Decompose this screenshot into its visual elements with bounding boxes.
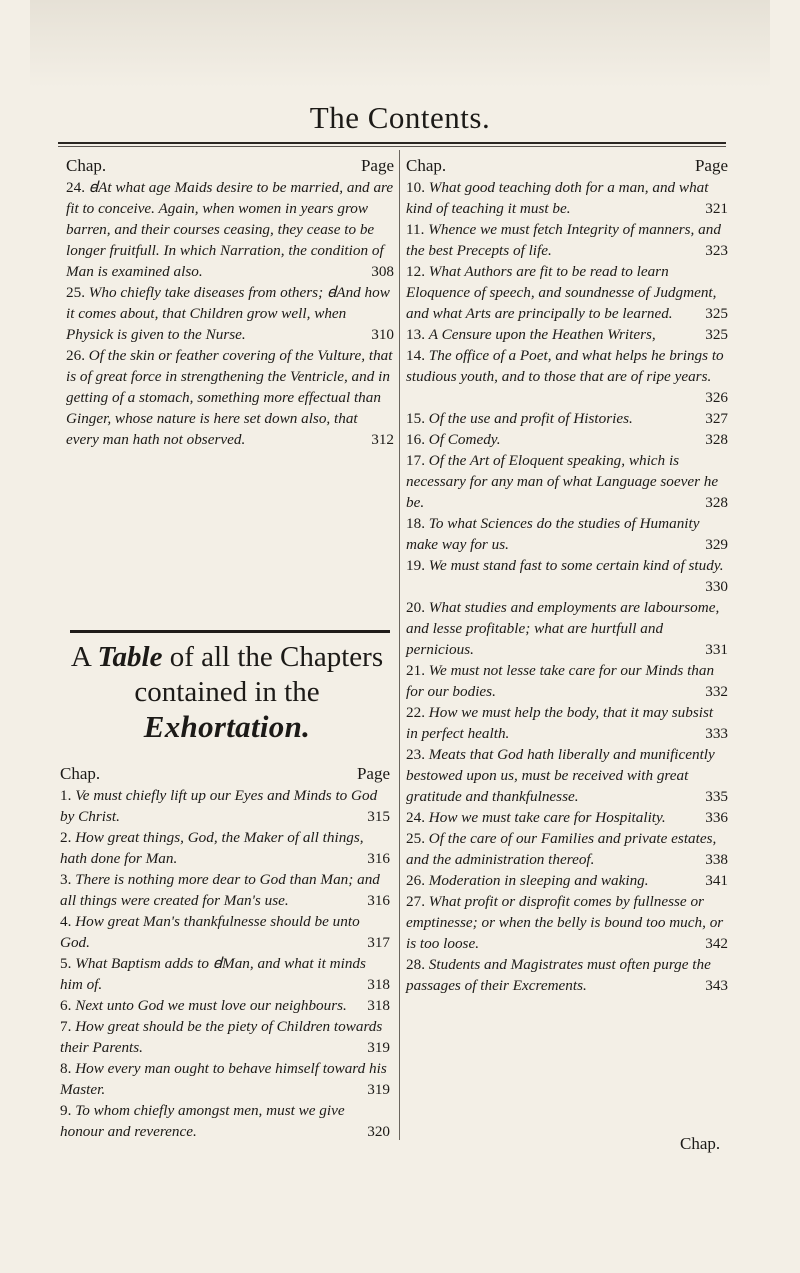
page-number: 343 xyxy=(705,977,728,994)
chap-label: Chap. xyxy=(66,156,107,175)
contents-entry xyxy=(406,219,728,261)
contents-entry xyxy=(60,785,390,827)
chapter-number: 27. xyxy=(406,893,429,910)
chapter-title: Moderation in sleeping and waking. xyxy=(428,872,649,889)
chapter-title: A Censure upon the Heathen Writers, xyxy=(428,326,656,343)
chapter-title: How great things, God, the Maker of all things, hath done for Man. xyxy=(60,829,364,867)
page-number: 333 xyxy=(705,725,728,742)
running-head: The Contents. xyxy=(309,100,491,135)
chapter-number: 8. xyxy=(60,1060,76,1077)
chapter-title: Of the use and profit of Histories. xyxy=(428,410,633,427)
page-number: 308 xyxy=(371,263,394,280)
chapter-title: Who chiefly take diseases from others; ꟈAnd how it comes about, that Children grow well, when Physick is given to the Nurse. xyxy=(66,284,390,343)
contents-entry xyxy=(406,807,728,828)
page-number: 332 xyxy=(705,683,728,700)
page-number: 321 xyxy=(705,200,728,217)
chapter-title: What good teaching doth for a man, and what kind of teaching it must be. xyxy=(406,179,709,217)
left-bottom-entries xyxy=(60,785,390,1142)
table-heading-rest: of all the Chapters contained in the xyxy=(134,641,384,708)
contents-entry xyxy=(60,827,390,869)
contents-entry xyxy=(406,954,728,996)
page-number: 310 xyxy=(371,326,394,343)
chapter-title: Meats that God hath liberally and munificently bestowed upon us, must be received with great gratitude and thankfulnesse. xyxy=(406,746,715,805)
contents-entry xyxy=(406,261,728,324)
page-label: Page xyxy=(694,156,728,175)
right-column xyxy=(406,155,728,996)
contents-entry xyxy=(406,513,728,555)
table-heading xyxy=(54,640,400,710)
contents-entry xyxy=(406,660,728,702)
chapter-number: 17. xyxy=(406,452,429,469)
contents-entry xyxy=(406,345,728,406)
chapter-number: 28. xyxy=(406,956,429,973)
contents-entry xyxy=(406,177,728,219)
catchword: Chap. xyxy=(680,1134,721,1153)
chapter-number: 11. xyxy=(406,221,429,238)
chapter-number: 10. xyxy=(406,179,429,196)
section-rule xyxy=(70,630,390,633)
contents-entry xyxy=(60,911,390,953)
page-number: 316 xyxy=(367,892,390,909)
chapter-number: 15. xyxy=(406,410,429,427)
chapter-number: 16. xyxy=(406,431,429,448)
left-top-entries xyxy=(66,177,394,450)
chap-label: Chap. xyxy=(60,764,101,783)
chapter-number: 23. xyxy=(406,746,429,763)
page-number: 330 xyxy=(705,578,728,595)
right-column-header xyxy=(406,155,728,177)
chapter-number: 22. xyxy=(406,704,429,721)
page-label: Page xyxy=(360,156,394,175)
page-number: 323 xyxy=(705,242,728,259)
left-column xyxy=(66,155,394,450)
chapter-title: The office of a Poet, and what helps he brings to studious youth, and to those that are of ripe years. xyxy=(406,347,724,385)
chapter-title: To whom chiefly amongst men, must we give honour and reverence. xyxy=(60,1102,345,1140)
chapter-number: 7. xyxy=(60,1018,76,1035)
page-number: 325 xyxy=(705,326,728,343)
table-heading-table-word: Table xyxy=(97,641,163,673)
contents-entry xyxy=(406,828,728,870)
chap-label: Chap. xyxy=(406,156,447,175)
page-number: 328 xyxy=(705,431,728,448)
left-bottom-header xyxy=(60,763,390,785)
chapter-number: 14. xyxy=(406,347,429,364)
chapter-title: Next unto God we must love our neighbours. xyxy=(75,997,347,1014)
chapter-number: 26. xyxy=(66,347,89,364)
page-number: 341 xyxy=(705,872,728,889)
contents-entry xyxy=(406,891,728,954)
chapter-number: 4. xyxy=(60,913,76,930)
chapter-title: What Authors are fit to be read to learn Eloquence of speech, and soundnesse of Judgment, and what Arts are principally to be learned. xyxy=(406,263,717,322)
chapter-title: How every man ought to behave himself toward his Master. xyxy=(60,1060,387,1098)
page-number: 317 xyxy=(367,934,390,951)
page-top-shadow xyxy=(30,0,770,88)
chapter-title: What Baptism adds to ꟈMan, and what it minds him of. xyxy=(60,955,366,993)
chapter-number: 25. xyxy=(66,284,89,301)
page-number: 328 xyxy=(705,494,728,511)
chapter-number: 2. xyxy=(60,829,76,846)
chapter-number: 5. xyxy=(60,955,76,972)
chapter-title: How great should be the piety of Children towards their Parents. xyxy=(60,1018,383,1056)
chapter-number: 24. xyxy=(406,809,429,826)
page-number: 331 xyxy=(705,641,728,658)
chapter-title: How we must help the body, that it may subsist in perfect health. xyxy=(406,704,714,742)
contents-entry xyxy=(60,1058,390,1100)
chapter-title: Of Comedy. xyxy=(428,431,501,448)
page-number: 336 xyxy=(705,809,728,826)
chapter-number: 9. xyxy=(60,1102,76,1119)
page-number: 335 xyxy=(705,788,728,805)
page-number: 312 xyxy=(371,431,394,448)
page-number: 327 xyxy=(705,410,728,427)
contents-entry xyxy=(406,744,728,807)
page-number: 318 xyxy=(367,997,390,1014)
contents-entry xyxy=(406,429,728,450)
contents-entry xyxy=(406,555,728,595)
chapter-number: 25. xyxy=(406,830,429,847)
chapter-title: How we must take care for Hospitality. xyxy=(428,809,666,826)
chapter-number: 19. xyxy=(406,557,429,574)
contents-entry xyxy=(406,702,728,744)
chapter-number: 26. xyxy=(406,872,429,889)
page-number: 318 xyxy=(367,976,390,993)
contents-entry xyxy=(406,597,728,660)
chapter-number: 3. xyxy=(60,871,76,888)
chapter-title: Students and Magistrates must often purge the passages of their Excrements. xyxy=(406,956,711,994)
chapter-number: 12. xyxy=(406,263,429,280)
chapter-title: Of the skin or feather covering of the Vulture, that is of great force in strengthening the Ventricle, and in getting of a stomach, something more effectual than Ginger, whose nature is here set down also, that every man hath not observed. xyxy=(66,347,393,448)
page-number: 338 xyxy=(705,851,728,868)
chapter-title: ꟈAt what age Maids desire to be married, and are fit to conceive. Again, when women in years grow barren, and their courses ceasing, they cease to be longer fruitfull. In which Narration, the condition of Man is examined also. xyxy=(66,179,394,280)
contents-entry xyxy=(60,953,390,995)
contents-entry xyxy=(60,995,390,1016)
contents-entry xyxy=(66,177,394,282)
chapter-title: To what Sciences do the studies of Humanity make way for us. xyxy=(406,515,700,553)
contents-entry xyxy=(406,408,728,429)
contents-entry xyxy=(406,870,728,891)
chapter-title: What studies and employments are laboursome, and lesse profitable; what are hurtfull and pernicious. xyxy=(406,599,720,658)
page-number: 342 xyxy=(705,935,728,952)
page-number: 316 xyxy=(367,850,390,867)
left-column-header xyxy=(66,155,394,177)
chapter-number: 18. xyxy=(406,515,429,532)
page-label: Page xyxy=(356,764,390,783)
page-number: 325 xyxy=(705,305,728,322)
chapter-number: 13. xyxy=(406,326,429,343)
contents-entry xyxy=(66,345,394,450)
table-subtitle: Exhortation. xyxy=(143,709,311,744)
head-rule-thin xyxy=(58,146,726,147)
chapter-number: 20. xyxy=(406,599,429,616)
head-rule xyxy=(58,142,726,144)
chapter-title: What profit or disprofit comes by fullnesse or emptinesse; or when the belly is bound too much, or is too loose. xyxy=(406,893,724,952)
chapter-title: We must not lesse take care for our Minds than for our bodies. xyxy=(406,662,715,700)
contents-entry xyxy=(406,324,728,345)
right-entries xyxy=(406,177,728,996)
table-heading-prefix: A xyxy=(70,641,98,673)
page-number: 315 xyxy=(367,808,390,825)
contents-entry xyxy=(60,1016,390,1058)
left-bottom-section xyxy=(60,763,390,1142)
page-number: 326 xyxy=(705,389,728,406)
page-number: 319 xyxy=(367,1081,390,1098)
chapter-number: 6. xyxy=(60,997,76,1014)
page-number: 319 xyxy=(367,1039,390,1056)
contents-entry xyxy=(406,450,728,513)
contents-entry xyxy=(60,1100,390,1142)
chapter-number: 1. xyxy=(60,787,76,804)
chapter-number: 21. xyxy=(406,662,429,679)
chapter-title: Of the care of our Families and private estates, and the administration thereof. xyxy=(406,830,717,868)
contents-entry xyxy=(60,869,390,911)
chapter-title: How great Man's thankfulnesse should be unto God. xyxy=(60,913,360,951)
page-number: 329 xyxy=(705,536,728,553)
chapter-title: Of the Art of Eloquent speaking, which is necessary for any man of what Language soever he be. xyxy=(406,452,719,511)
page-number: 320 xyxy=(367,1123,390,1140)
chapter-title: We must stand fast to some certain kind of study. xyxy=(428,557,724,574)
chapter-number: 24. xyxy=(66,179,89,196)
chapter-title: There is nothing more dear to God than Man; and all things were created for Man's use. xyxy=(60,871,380,909)
chapter-title: Whence we must fetch Integrity of manners, and the best Precepts of life. xyxy=(406,221,721,259)
contents-entry xyxy=(66,282,394,345)
chapter-title: Ve must chiefly lift up our Eyes and Minds to God by Christ. xyxy=(60,787,378,825)
